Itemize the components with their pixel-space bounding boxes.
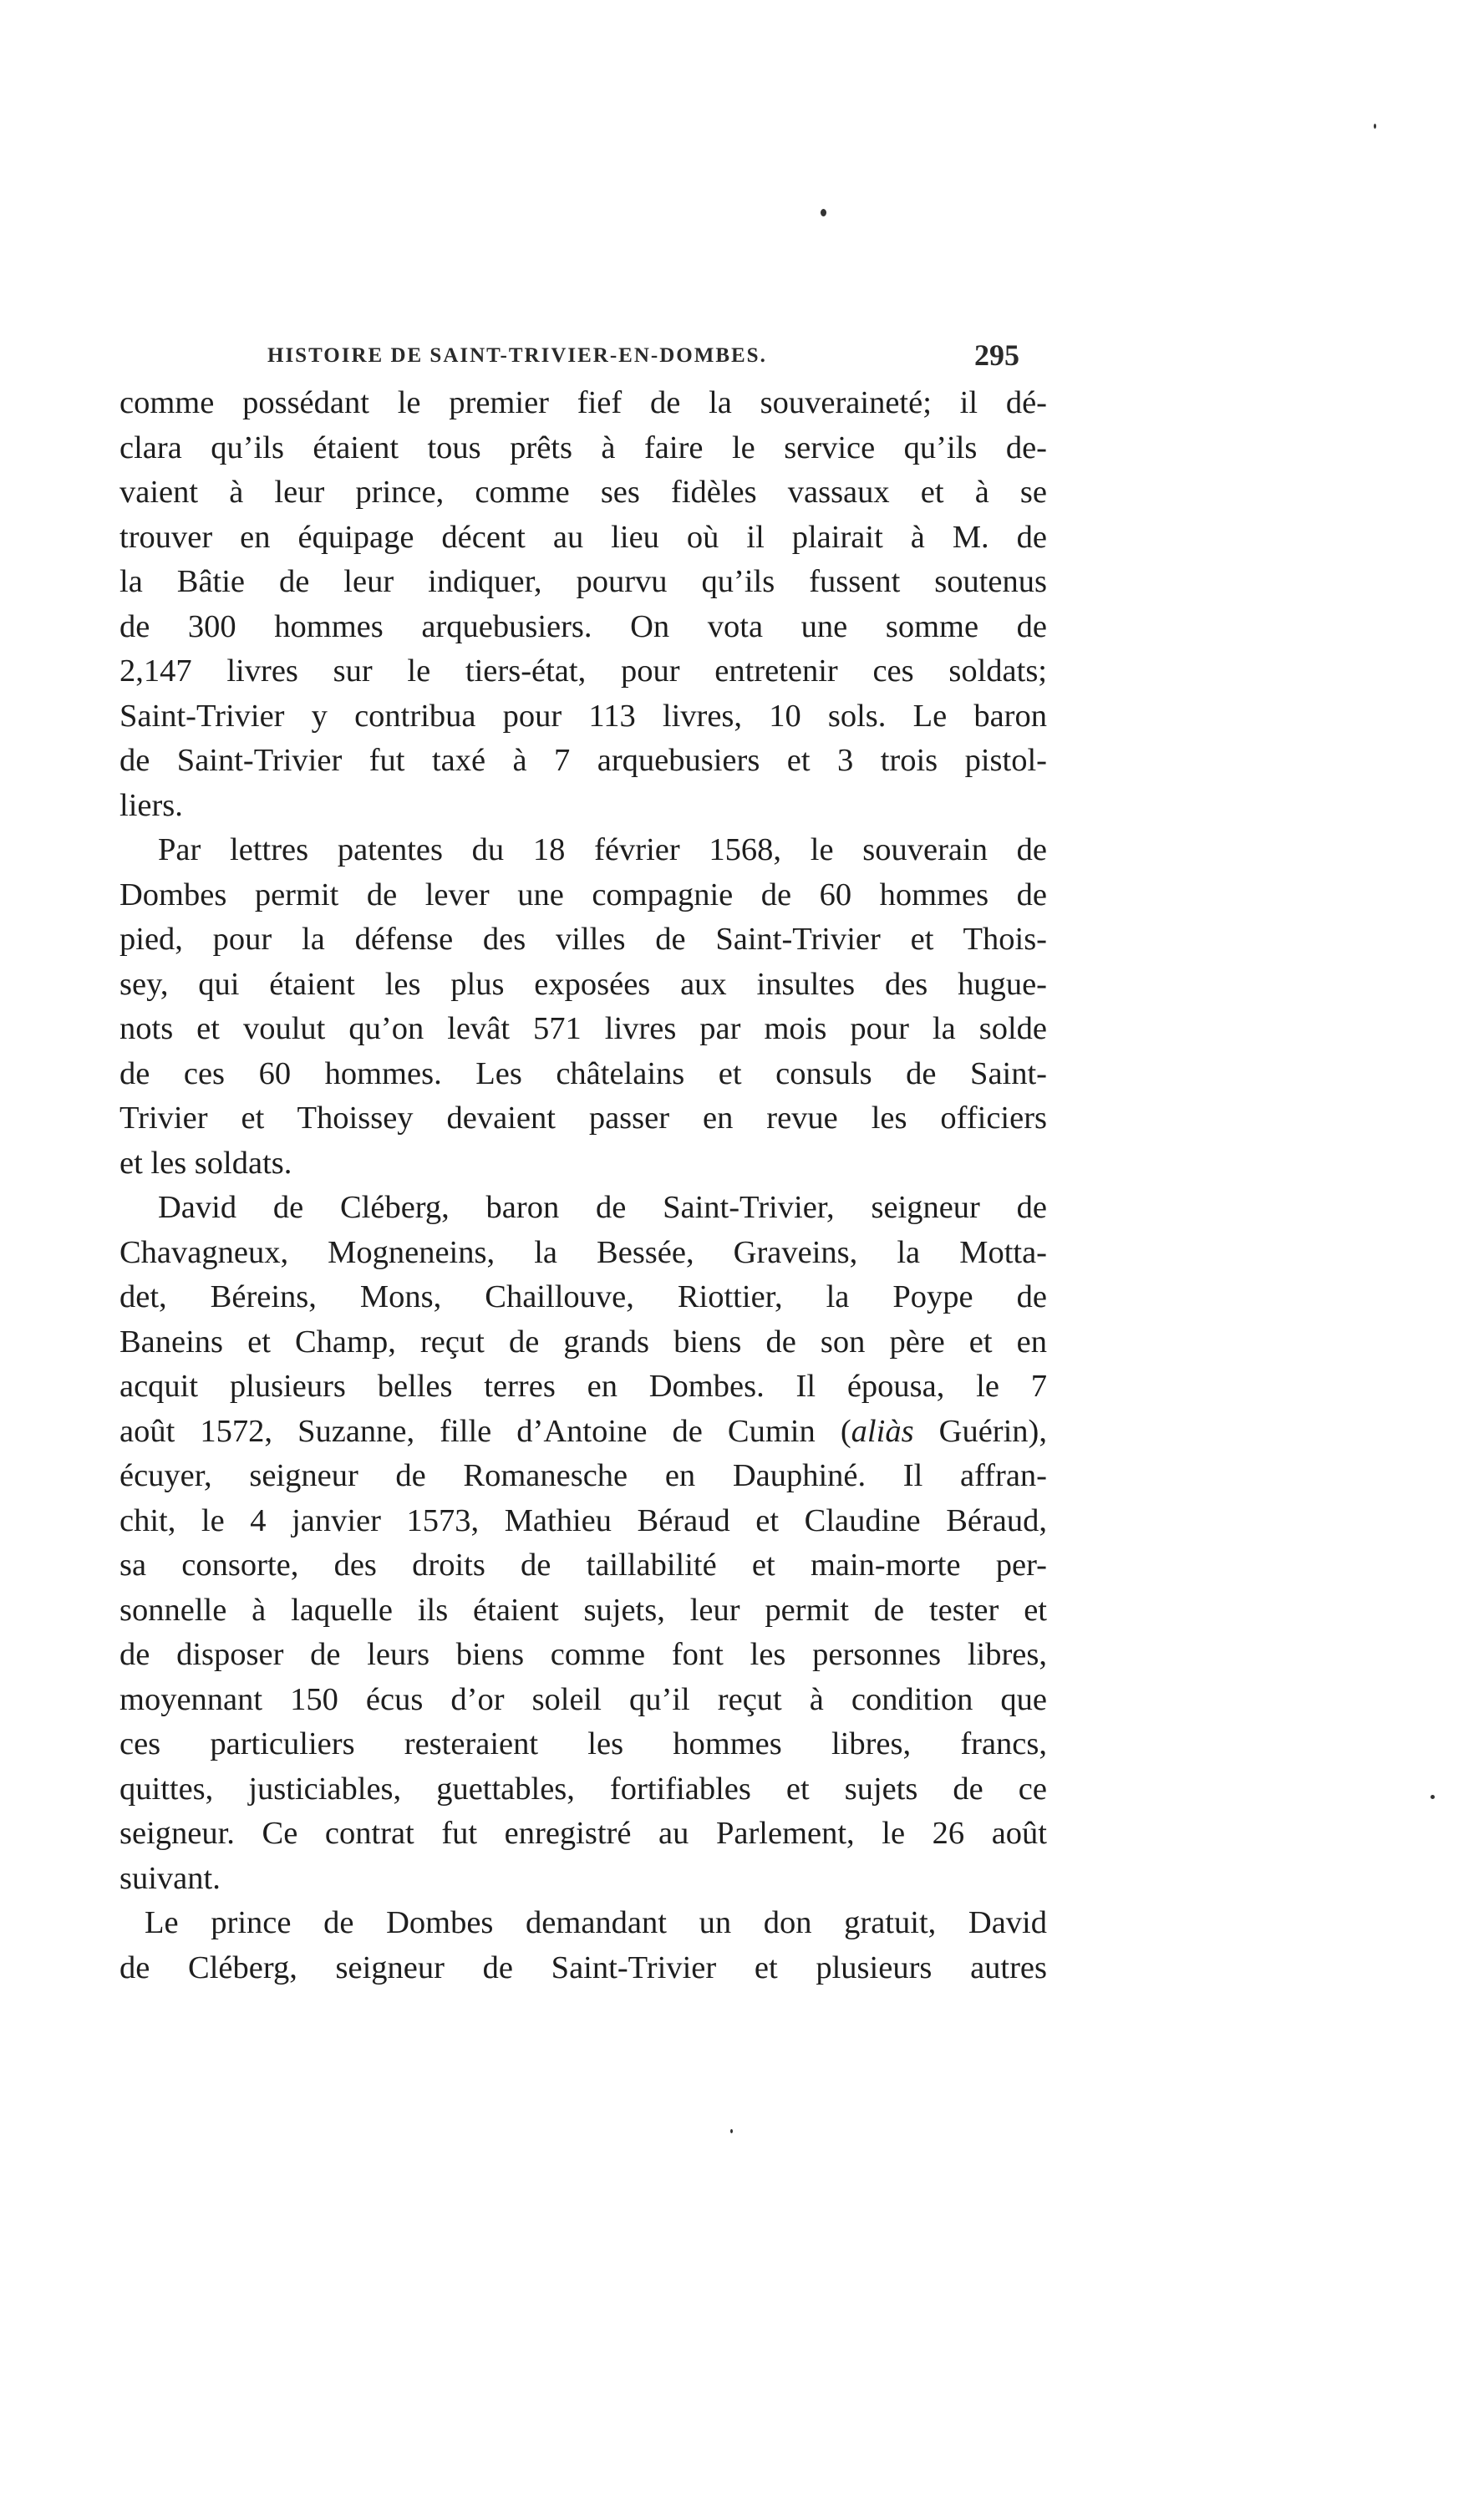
text-line: suivant. [119,1860,221,1896]
text-fragment: Guérin), [913,1413,1048,1449]
text-line: nots et voulut qu’on levât 571 livres par mois pour la solde [119,1011,1047,1046]
text-line: moyennant 150 écus d’or soleil qu’il reçut à condition que [119,1681,1047,1717]
text-line: Par lettres patentes du 18 février 1568, le souverain de [158,832,1047,867]
paragraph-2 [119,828,1047,1186]
text-line: Dombes permit de lever une compagnie de 60 hommes de [119,877,1047,912]
text-line: quittes, justiciables, guettables, fortifiables et sujets de ce [119,1771,1047,1807]
text-line: Chavagneux, Mogneneins, la Bessée, Graveins, la Motta- [119,1234,1047,1270]
running-header [267,338,1019,388]
text-line: pied, pour la défense des villes de Saint-Trivier et Thois- [119,922,1047,957]
text-line: liers. [119,787,183,823]
paragraph-3 [119,1186,1047,1901]
text-line: de 300 hommes arquebusiers. On vota une somme de [119,608,1047,644]
text-line: écuyer, seigneur de Romanesche en Dauphiné. Il affran- [119,1458,1047,1493]
text-line-with-italic [119,1410,1047,1455]
text-line: det, Béreins, Mons, Chaillouve, Riottier, la Poype de [119,1279,1047,1314]
italic-word: aliàs [851,1413,914,1449]
text-line: de ces 60 hommes. Les châtelains et consuls de Saint- [119,1055,1047,1091]
body-text [119,381,1047,1990]
text-line: de Cléberg, seigneur de Saint-Trivier et plusieurs autres [119,1949,1047,1985]
scan-speck [1374,124,1376,129]
text-line: Le prince de Dombes demandant un don gratuit, David [145,1905,1047,1940]
text-line: David de Cléberg, baron de Saint-Trivier, seigneur de [158,1190,1047,1225]
text-line: Trivier et Thoissey devaient passer en revue les officiers [119,1100,1047,1136]
text-line: seigneur. Ce contrat fut enregistré au Parlement, le 26 août [119,1816,1047,1851]
text-line: sa consorte, des droits de taillabilité et main-morte per- [119,1548,1047,1583]
text-line: la Bâtie de leur indiquer, pourvu qu’ils fussent soutenus [119,564,1047,599]
text-line: chit, le 4 janvier 1573, Mathieu Béraud et Claudine Béraud, [119,1502,1047,1538]
text-line: Baneins et Champ, reçut de grands biens de son père et en [119,1324,1047,1360]
running-title: HISTOIRE DE SAINT-TRIVIER-EN-DOMBES. [267,344,767,367]
text-line: ces particuliers resteraient les hommes libres, francs, [119,1726,1047,1761]
text-line: sonnelle à laquelle ils étaient sujets, leur permit de tester et [119,1592,1047,1628]
text-line: sey, qui étaient les plus exposées aux insultes des hugue- [119,966,1047,1002]
paragraph-1 [119,381,1047,828]
text-fragment: août 1572, Suzanne, fille d’Antoine de Cumin ( [119,1413,851,1449]
text-line: Saint-Trivier y contribua pour 113 livres, 10 sols. Le baron [119,698,1047,734]
text-line: de disposer de leurs biens comme font les personnes libres, [119,1637,1047,1672]
scan-speck [1431,1795,1435,1799]
text-line: comme possédant le premier fief de la souveraineté; il dé- [119,385,1047,420]
text-line: acquit plusieurs belles terres en Dombes. Il épousa, le 7 [119,1369,1047,1404]
text-line: trouver en équipage décent au lieu où il plairait à M. de [119,519,1047,555]
scan-speck [730,2129,733,2133]
text-line: clara qu’ils étaient tous prêts à faire le service qu’ils de- [119,429,1047,465]
text-line: de Saint-Trivier fut taxé à 7 arquebusiers et 3 trois pistol- [119,743,1047,778]
page-number: 295 [974,338,1019,372]
text-line: 2,147 livres sur le tiers-état, pour entretenir ces soldats; [119,653,1047,689]
scan-speck [821,209,826,216]
text-line: et les soldats. [119,1145,292,1181]
paragraph-4 [119,1901,1047,1990]
text-line: vaient à leur prince, comme ses fidèles vassaux et à se [119,475,1047,510]
